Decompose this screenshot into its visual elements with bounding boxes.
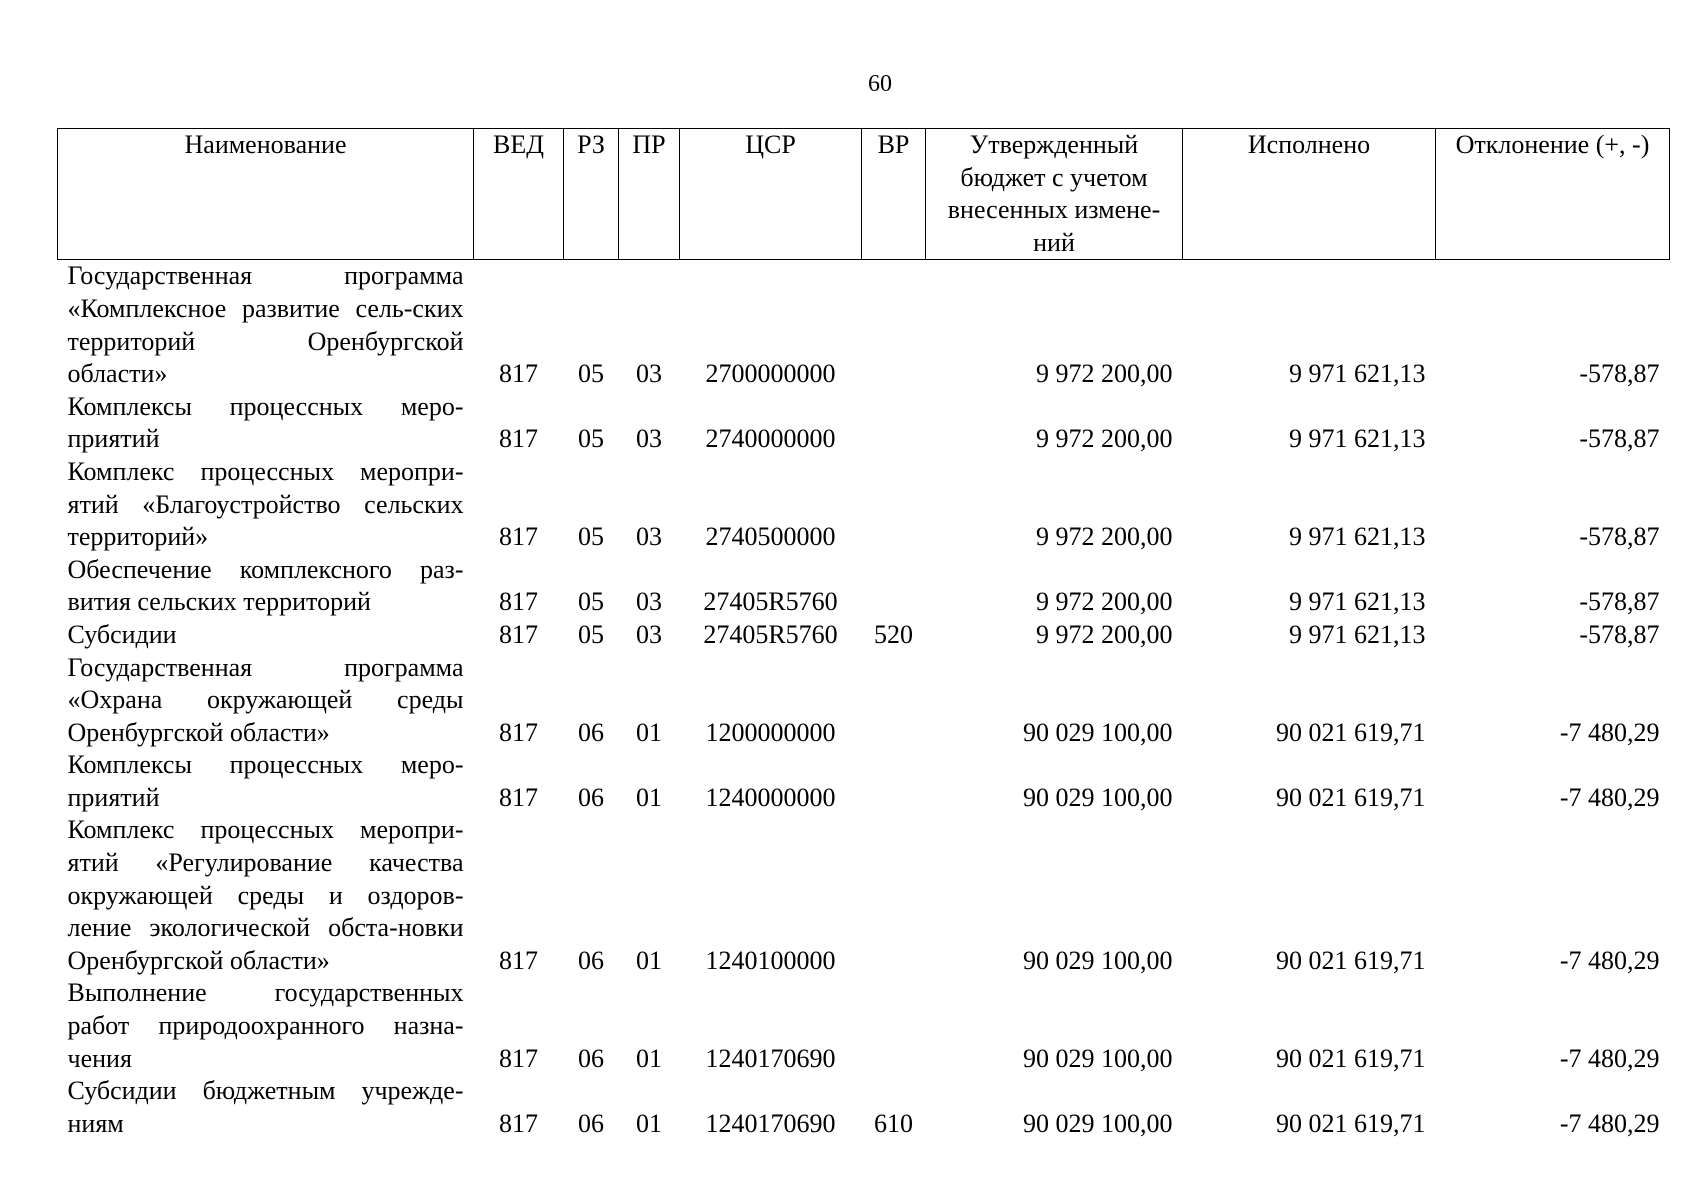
cell-approved-budget: 9 972 200,00: [1036, 522, 1173, 552]
cell-name: Государственная программа «Охрана окружающей среды Оренбургской области»: [67, 652, 464, 747]
table-row: [58, 456, 1670, 554]
cell-csr: 2700000000: [705, 359, 836, 389]
cell-deviation: -7 480,29: [1559, 1043, 1660, 1073]
cell-vr: [862, 749, 926, 814]
cell-rz: 06: [578, 782, 604, 812]
cell-csr: 2740000000: [705, 424, 836, 454]
cell-name: Комплексы процессных меро-приятий: [67, 750, 464, 812]
cell-deviation: -578,87: [1579, 619, 1660, 649]
cell-ved: 817: [499, 1043, 538, 1073]
cell-ved: 817: [499, 587, 538, 617]
cell-csr: 2740500000: [705, 522, 836, 552]
cell-pr: 03: [636, 359, 662, 389]
table-row: [58, 260, 1670, 391]
cell-approved-budget: 9 972 200,00: [1036, 424, 1173, 454]
cell-pr: 03: [636, 587, 662, 617]
cell-name: Субсидии бюджетным учрежде-ниям: [67, 1076, 464, 1138]
cell-rz: 05: [578, 619, 604, 649]
table-body: [58, 260, 1670, 1141]
header-pr: ПР: [619, 129, 680, 260]
cell-name: Комплекс процессных меропри-ятий «Благоустройство сельских территорий»: [67, 456, 464, 552]
cell-executed: 90 021 619,71: [1276, 945, 1426, 975]
cell-csr: 27405R5760: [703, 587, 838, 617]
cell-vr: [862, 456, 926, 554]
cell-name: Комплексы процессных меро-приятий: [67, 391, 464, 454]
header-approved-budget: Утвержденный бюджет с учетом внесенных измене-ний: [926, 129, 1183, 260]
cell-executed: 9 971 621,13: [1289, 619, 1426, 649]
cell-csr: 1240170690: [705, 1043, 836, 1073]
cell-deviation: -578,87: [1579, 424, 1660, 454]
cell-ved: 817: [499, 424, 538, 454]
cell-approved-budget: 9 972 200,00: [1036, 359, 1173, 389]
table-row: [58, 749, 1670, 814]
cell-rz: 05: [578, 522, 604, 552]
cell-pr: 03: [636, 522, 662, 552]
cell-approved-budget: 90 029 100,00: [1023, 1043, 1173, 1073]
cell-vr: 520: [874, 619, 913, 649]
cell-vr: [862, 260, 926, 391]
cell-ved: 817: [499, 782, 538, 812]
header-deviation: Отклонение (+, -): [1436, 129, 1670, 260]
table-row: [58, 391, 1670, 456]
cell-vr: [862, 391, 926, 456]
cell-csr: 1240170690: [705, 1108, 836, 1138]
header-rz: РЗ: [564, 129, 619, 260]
cell-pr: 01: [636, 1043, 662, 1073]
cell-deviation: -7 480,29: [1559, 782, 1660, 812]
cell-name: Субсидии: [67, 619, 177, 649]
cell-executed: 90 021 619,71: [1276, 1043, 1426, 1073]
cell-executed: 9 971 621,13: [1289, 359, 1426, 389]
cell-ved: 817: [499, 945, 538, 975]
header-executed: Исполнено: [1183, 129, 1436, 260]
cell-approved-budget: 9 972 200,00: [1036, 587, 1173, 617]
cell-deviation: -578,87: [1579, 359, 1660, 389]
cell-approved-budget: 90 029 100,00: [1023, 782, 1173, 812]
cell-pr: 03: [636, 424, 662, 454]
cell-csr: 1240000000: [705, 782, 836, 812]
cell-approved-budget: 9 972 200,00: [1036, 619, 1173, 649]
header-ved: ВЕД: [474, 129, 564, 260]
cell-name: Обеспечение комплексного раз-вития сельских территорий: [67, 554, 464, 617]
cell-name: Государственная программа «Комплексное развитие сель-ских территорий Оренбургской области»: [67, 261, 464, 389]
cell-name: Комплекс процессных меропри-ятий «Регулирование качества окружающей среды и оздоров-ление экологической обста-новки Оренбургской области»: [67, 815, 464, 975]
cell-executed: 90 021 619,71: [1276, 717, 1426, 747]
cell-deviation: -7 480,29: [1559, 1108, 1660, 1138]
cell-rz: 05: [578, 424, 604, 454]
cell-pr: 01: [636, 782, 662, 812]
cell-deviation: -7 480,29: [1559, 945, 1660, 975]
cell-deviation: -578,87: [1579, 522, 1660, 552]
cell-vr: [862, 977, 926, 1075]
cell-executed: 9 971 621,13: [1289, 522, 1426, 552]
header-name: Наименование: [58, 129, 474, 260]
table-row: [58, 977, 1670, 1075]
cell-ved: 817: [499, 1108, 538, 1138]
table-row: [58, 1075, 1670, 1140]
cell-ved: 817: [499, 717, 538, 747]
table-row: [58, 652, 1670, 750]
cell-executed: 9 971 621,13: [1289, 424, 1426, 454]
cell-pr: 01: [636, 717, 662, 747]
budget-execution-table: [57, 128, 1670, 1140]
cell-executed: 90 021 619,71: [1276, 1108, 1426, 1138]
cell-approved-budget: 90 029 100,00: [1023, 717, 1173, 747]
page-number: 60: [868, 71, 892, 97]
cell-approved-budget: 90 029 100,00: [1023, 1108, 1173, 1138]
cell-ved: 817: [499, 619, 538, 649]
cell-deviation: -7 480,29: [1559, 717, 1660, 747]
cell-pr: 01: [636, 945, 662, 975]
cell-name: Выполнение государственных работ природоохранного назна-чения: [67, 978, 464, 1073]
cell-rz: 05: [578, 587, 604, 617]
cell-rz: 05: [578, 359, 604, 389]
cell-ved: 817: [499, 522, 538, 552]
cell-vr: [862, 652, 926, 750]
header-csr: ЦСР: [680, 129, 862, 260]
cell-vr: [862, 554, 926, 619]
cell-rz: 06: [578, 1108, 604, 1138]
cell-executed: 90 021 619,71: [1276, 782, 1426, 812]
header-row: [58, 129, 1670, 260]
cell-ved: 817: [499, 359, 538, 389]
table-row: [58, 619, 1670, 652]
cell-vr: [862, 814, 926, 977]
cell-pr: 03: [636, 619, 662, 649]
table-row: [58, 814, 1670, 977]
cell-csr: 27405R5760: [703, 619, 838, 649]
cell-executed: 9 971 621,13: [1289, 587, 1426, 617]
header-vr: ВР: [862, 129, 926, 260]
cell-deviation: -578,87: [1579, 587, 1660, 617]
cell-pr: 01: [636, 1108, 662, 1138]
cell-rz: 06: [578, 717, 604, 747]
cell-rz: 06: [578, 945, 604, 975]
cell-vr: 610: [874, 1108, 913, 1138]
cell-csr: 1200000000: [705, 717, 836, 747]
table-header: [58, 129, 1670, 260]
cell-approved-budget: 90 029 100,00: [1023, 945, 1173, 975]
table-row: [58, 554, 1670, 619]
cell-csr: 1240100000: [705, 945, 836, 975]
cell-rz: 06: [578, 1043, 604, 1073]
